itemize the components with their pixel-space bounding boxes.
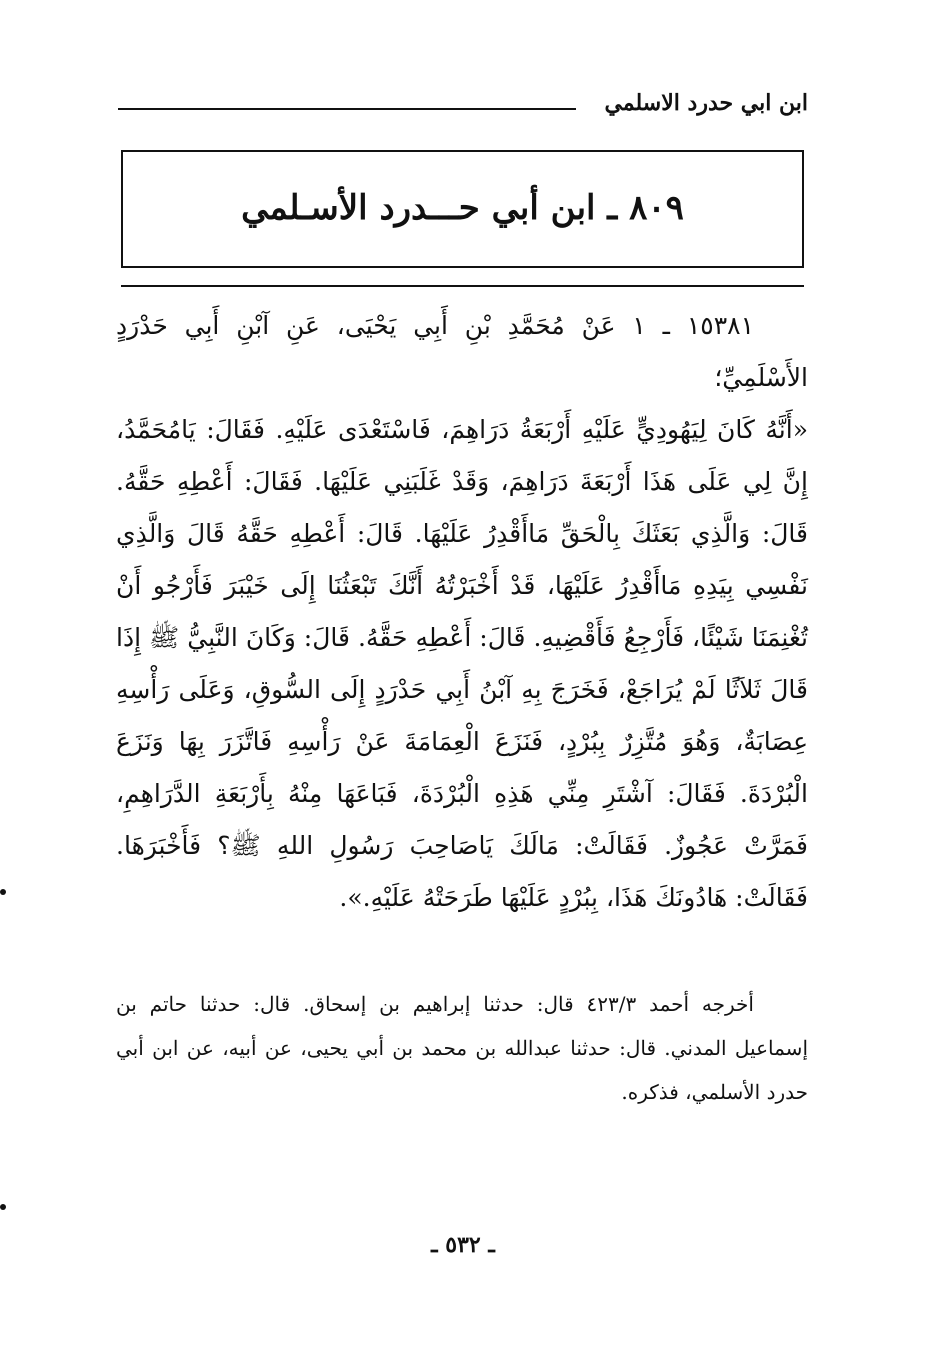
- header-rule: [118, 108, 576, 110]
- hadith-matn: «أَنَّهُ كَانَ لِيَهُودِيٍّ عَلَيْهِ أَرْبَعَةُ دَرَاهِمَ، فَاسْتَعْدَى عَلَيْهِ. فَقَالَ: يَامُحَمَّدُ، إِنَّ لِي عَلَى هَذَا أَرْبَعَةَ دَرَاهِمَ، وَقَدْ غَلَبَنِي عَلَيْهَا. فَقَالَ: أَعْطِهِ حَقَّهُ. قَالَ: وَالَّذِي بَعَثَكَ بِالْحَقِّ مَاأَقْدِرُ عَلَيْهَا. قَالَ: أَعْطِهِ حَقَّهُ قَالَ وَالَّذِي نَفْسِي بِيَدِهِ مَاأَقْدِرُ عَلَيْهَا، قَدْ أَخْبَرْتُهُ أَنَّكَ تَبْعَثُنَا إِلَى خَيْبَرَ فَأَرْجُو أَنْ تُغْنِمَنَا شَيْئًا، فَأَرْجِعُ فَأَقْضِيهِ. قَالَ: أَعْطِهِ حَقَّهُ. قَالَ: وَكَانَ النَّبِيُّ ﷺ إِذَا قَالَ ثَلاَثًا لَمْ يُرَاجَعْ، فَخَرَجَ بِهِ آبْنُ أَبِي حَدْرَدٍ إِلَى السُّوقِ، وَعَلَى رَأْسِهِ عِصَابَةٌ، وَهُوَ مُتَّزِرٌ بِبُرْدٍ، فَنَزَعَ الْعِمَامَةَ عَنْ رَأْسِهِ فَاتَّزَرَ بِهَا وَنَزَعَ الْبُرْدَةَ. فَقَالَ: آشْتَرِ مِنِّي هَذِهِ الْبُرْدَةَ، فَبَاعَهَا مِنْهُ بِأَرْبَعَةِ الدَّرَاهِمِ، فَمَرَّتْ عَجُوزٌ. فَقَالَتْ: مَالَكَ يَاصَاحِبَ رَسُولِ اللهِ ﷺ؟ فَأَخْبَرَهَا. فَقَالَتْ: هَادُونَكَ هَذَا، بِبُرْدٍ عَلَيْهَا طَرَحَتْهُ عَلَيْهِ.».: [116, 415, 808, 912]
- running-title: ابن ابي حدرد الاسلمي: [604, 90, 808, 116]
- hadith-text: [116, 300, 808, 924]
- page-number: ـ ٥٣٢ ـ: [431, 1232, 495, 1258]
- chapter-title: ٨٠٩ ـ ابن أبي حـــدرد الأسـلمي: [241, 188, 684, 228]
- takhrij-note: أخرجه أحمد ٤٢٣/٣ قال: حدثنا إبراهيم بن إسحاق. قال: حدثنا حاتم بن إسماعيل المدني. قال: حدثنا عبدالله بن محمد بن أبي يحيى، عن أبيه، عن ابن أبي حدرد الأسلمي، فذكره.: [116, 992, 808, 1104]
- running-header: [118, 86, 808, 126]
- scan-edge-mark: [0, 889, 6, 895]
- title-divider: [121, 285, 804, 287]
- chapter-title-box: [121, 150, 804, 268]
- hadith-chain: ١٥٣٨١ ـ ١ عَنْ مُحَمَّدِ بْنِ أَبِي يَحْيَى، عَنِ آبْنِ أَبِي حَدْرَدٍ الأَسْلَمِيِّ؛: [116, 311, 808, 392]
- scan-edge-mark: [0, 1204, 6, 1210]
